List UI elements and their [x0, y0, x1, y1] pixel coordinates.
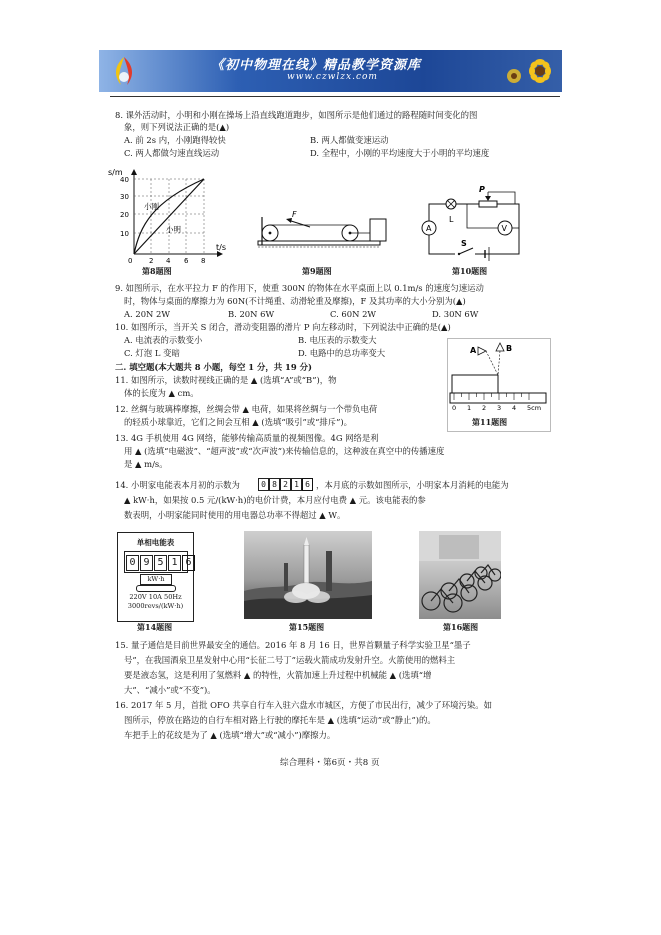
fig15-caption: 第15题图: [289, 622, 325, 632]
fig8-series-label: 小刚: [144, 202, 159, 211]
meter-digit: 9: [140, 555, 153, 571]
eye-icon: [478, 347, 486, 355]
site-logo-icon: [107, 55, 141, 87]
sunflower-icon: [500, 54, 556, 88]
fig16-caption: 第16题图: [443, 622, 479, 632]
q8-stem-line2: 象，则下列说法正确的是(▲): [124, 122, 230, 132]
banner-url: www.czwlzx.com: [287, 72, 378, 82]
fig10-switch-label: S: [461, 239, 467, 248]
q9-stem-line1: 9. 如图所示，在水平拉力 F 的作用下，使重 300N 的物体在水平桌面上以 0.1m/s 的速度匀速运动: [115, 283, 484, 293]
q10-option-c: C. 灯泡 L 变暗: [124, 348, 180, 358]
meter-digit: 0: [126, 555, 139, 571]
reading-digit: 0: [258, 478, 269, 491]
rocket-icon: [304, 545, 309, 583]
q11-line1: 11. 如图所示，读数时视线正确的是 ▲ (选填“A”或“B”)，物: [115, 375, 337, 385]
fig11-eye-a-label: A: [470, 346, 477, 355]
q9-stem-line2: 时，物体与桌面的摩擦力为 60N(不计绳重、动滑轮重及摩擦)，F 及其功率的大小分别为(▲): [124, 296, 466, 306]
fig9-force-label: F: [292, 210, 297, 219]
q9-option-d: D. 30N 6W: [432, 309, 479, 319]
q16-line2: 图所示，停放在路边的自行车相对路上行驶的摩托车是 ▲ (选填“运动”或“静止”)的。: [124, 715, 436, 725]
fig15-rocket-photo: [244, 531, 372, 619]
q8-option-b: B. 两人都做变速运动: [310, 135, 389, 145]
fig10-bulb-label: L: [449, 215, 454, 224]
reading-digit: 8: [269, 478, 280, 491]
fig9-caption: 第9题图: [302, 266, 332, 276]
q8-option-d: D. 全程中，小刚的平均速度大于小明的平均速度: [310, 148, 490, 158]
eye-icon: [496, 343, 504, 351]
q12-line1: 12. 丝绸与玻璃棒摩擦，丝绸会带 ▲ 电荷，如果将丝绸与一个带负电荷: [115, 404, 378, 414]
q10-option-b: B. 电压表的示数变大: [298, 335, 377, 345]
fig8-line-xiaoming: [134, 179, 204, 254]
meter-title: 单相电能表: [136, 538, 175, 547]
fig8-caption: 第8题图: [142, 266, 172, 276]
fig11-tick: 0: [452, 404, 457, 412]
meter-disc: [136, 585, 176, 592]
fig10-ammeter-label: A: [426, 224, 432, 233]
banner-title: 《初中物理在线》精品教学资源库: [211, 58, 422, 73]
fig14-caption: 第14题图: [137, 622, 173, 632]
fig10-caption: 第10题图: [452, 266, 488, 276]
fig11-tick: 1: [467, 404, 472, 412]
q10-option-d: D. 电路中的总功率变大: [298, 348, 386, 358]
q13-line3: 是 ▲ m/s。: [124, 459, 168, 469]
q14-line1-end: ，本月底的示数如图所示，小明家本月消耗的电能为: [316, 480, 509, 490]
q10-option-a: A. 电流表的示数变小: [124, 335, 203, 345]
section-two-heading: 二. 填空题(本大题共 8 小题，每空 1 分，共 19 分): [115, 362, 312, 372]
fig8-xtick: 6: [184, 257, 189, 264]
q9-option-a: A. 20N 2W: [124, 309, 170, 319]
fig8-ytick: 40: [120, 176, 129, 184]
q12-line2: 的轻质小球靠近，它们之间会互相 ▲ (选填“吸引”或“排斥”)。: [124, 417, 353, 427]
q10-stem: 10. 如图所示，当开关 S 闭合，滑动变阻器的滑片 P 向左移动时，下列说法中正确的是(▲): [115, 322, 451, 332]
fig10-circuit-diagram: [415, 180, 535, 265]
fig8-series-label: 小明: [166, 225, 181, 234]
header-rule: [110, 96, 560, 97]
fig11-tick: 4: [512, 404, 517, 412]
meter-digits: [126, 555, 196, 571]
fig8-xtick: 2: [149, 257, 154, 264]
fig8-ytick: 10: [120, 230, 129, 238]
bicycle-icon: [422, 565, 501, 612]
fig9-pulley-diagram: [252, 205, 392, 260]
fig11-figure: [447, 338, 551, 432]
q15-line4: 大”、“减小”或“不变”)。: [124, 685, 216, 695]
fig10-slider-label: P: [479, 185, 485, 194]
q15-line2: 号”，在我国酒泉卫星发射中心用“长征二号丁”运载火箭成功发射升空。火箭使用的燃料主: [124, 655, 456, 665]
fig8-xtick: 4: [166, 257, 171, 264]
meter-digit: 5: [154, 555, 167, 571]
q8-option-a: A. 前 2s 内，小刚跑得较快: [124, 135, 226, 145]
reading-digit: 6: [302, 478, 313, 491]
q9-option-b: B. 20N 6W: [228, 309, 275, 319]
fig14-electricity-meter: [117, 532, 194, 622]
meter-unit: kW·h: [140, 574, 172, 585]
fig8-xtick: 8: [201, 257, 206, 264]
q9-option-c: C. 60N 2W: [330, 309, 377, 319]
q14-line1-start: 14. 小明家电能表本月初的示数为: [115, 480, 240, 490]
q16-line1: 16. 2017 年 5 月，首批 OFO 共享自行车入驻六盘水市城区，方便了市民出行，减少了环境污染。如: [115, 700, 492, 710]
q13-line2: 用 ▲ (选填“电磁波”、“超声波”或“次声波”)来传输信息的，这种波在真空中的传播速度: [124, 446, 445, 456]
q11-line2: 体的长度为 ▲ cm。: [124, 388, 199, 398]
q13-line1: 13. 4G 手机使用 4G 网络，能够传输高质量的视频图像。4G 网络是利: [115, 433, 379, 443]
q14-line3: 数表明，小明家能同时使用的用电器总功率不得超过 ▲ W。: [124, 510, 346, 520]
fig11-tick: 3: [497, 404, 502, 412]
meter-rating: 220V 10A 50Hz: [129, 593, 182, 601]
fig11-eye-b-label: B: [506, 344, 513, 353]
meter-revs: 3000revs/(kW·h): [127, 602, 184, 610]
fig8-ytick: 20: [120, 211, 129, 219]
q14-line2: ▲ kW·h，如果按 0.5 元/(kW·h)的电价计费，本月应付电费 ▲ 元。该电能表的参: [124, 495, 426, 505]
fig8-ylabel: s/m: [108, 168, 123, 177]
header-banner: [99, 50, 562, 92]
q15-line1: 15. 量子通信是目前世界最安全的通信。2016 年 8 月 16 日，世界首颗量子科学实验卫星“墨子: [115, 640, 471, 650]
q8-stem-line1: 8. 课外活动时，小明和小刚在操场上沿直线跑道跑步，如图所示是他们通过的路程随时间变化的图: [115, 110, 478, 120]
fig11-caption: 第11题图: [472, 417, 508, 427]
fig8-xlabel: t/s: [216, 243, 226, 252]
fig8-ytick: 30: [120, 193, 129, 201]
reading-digit: 2: [280, 478, 291, 491]
meter-digit: 6: [182, 555, 195, 571]
fig8-xtick: 0: [128, 257, 133, 264]
fig10-voltmeter-label: V: [501, 224, 507, 233]
q8-option-c: C. 两人都做匀速直线运动: [124, 148, 220, 158]
fig16-bikes-photo: [419, 531, 501, 619]
fig8-graph: [108, 166, 228, 264]
q15-line3: 要是液态氢，这是利用了氢燃料 ▲ 的特性，火箭加速上升过程中机械能 ▲ (选填“增: [124, 670, 432, 680]
fig11-tick: 5cm: [527, 404, 542, 412]
page-footer: 综合理科・第6页・共8 页: [280, 758, 380, 768]
q16-line3: 车把手上的花纹是为了 ▲ (选填“增大”或“减小”)摩擦力。: [124, 730, 336, 740]
fig11-tick: 2: [482, 404, 487, 412]
reading-digit: 1: [291, 478, 302, 491]
meter-digit: 1: [168, 555, 181, 571]
q14-start-reading: [258, 478, 313, 491]
